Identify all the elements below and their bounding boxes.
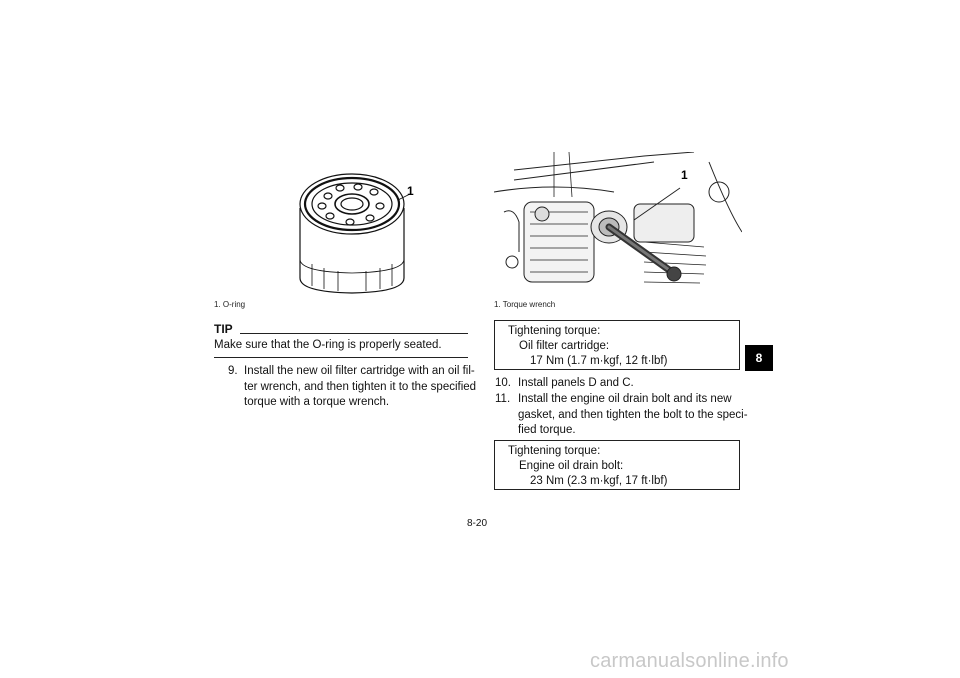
torque-value: 23 Nm (2.3 m·kgf, 17 ft·lbf) bbox=[530, 475, 668, 487]
step-number: 10. bbox=[495, 377, 511, 389]
page-number: 8-20 bbox=[467, 518, 488, 529]
oil-filter-illustration bbox=[282, 160, 422, 300]
step-line: torque with a torque wrench. bbox=[244, 396, 390, 408]
step-item bbox=[228, 364, 477, 412]
step-number: 11. bbox=[495, 393, 511, 405]
step-item bbox=[495, 392, 748, 440]
torque-heading: Tightening torque: bbox=[508, 325, 601, 337]
chapter-tab bbox=[745, 345, 773, 371]
torque-heading: Tightening torque: bbox=[508, 445, 601, 457]
torque-wrench-callout: 1 bbox=[681, 168, 688, 182]
figure-caption-torque-wrench: 1. Torque wrench bbox=[494, 300, 556, 309]
torque-spec-box bbox=[494, 320, 740, 370]
torque-value: 17 Nm (1.7 m·kgf, 12 ft·lbf) bbox=[530, 355, 668, 367]
torque-item: Oil filter cartridge: bbox=[519, 340, 610, 352]
figure-caption-o-ring: 1. O-ring bbox=[214, 300, 246, 309]
o-ring-callout: 1 bbox=[407, 184, 414, 198]
torque-item: Engine oil drain bolt: bbox=[519, 460, 624, 472]
site-watermark: carmanualsonline.info bbox=[590, 650, 789, 672]
tip-top-rule bbox=[240, 333, 468, 334]
step-item bbox=[495, 376, 745, 392]
step-line: Install the new oil filter cartridge with an oil fil- bbox=[244, 365, 475, 377]
torque-wrench-illustration bbox=[494, 152, 742, 297]
step-line: Install the engine oil drain bolt and its new bbox=[518, 393, 732, 405]
step-line: Install panels D and C. bbox=[518, 377, 634, 389]
tip-text: Make sure that the O-ring is properly seated. bbox=[214, 339, 442, 351]
tip-heading: TIP bbox=[214, 322, 233, 336]
step-line: fied torque. bbox=[518, 424, 576, 436]
step-line: gasket, and then tighten the bolt to the speci- bbox=[518, 408, 748, 421]
tip-bottom-rule bbox=[214, 357, 468, 358]
step-line: ter wrench, and then tighten it to the specified bbox=[244, 380, 477, 393]
step-number: 9. bbox=[228, 365, 238, 377]
chapter-tab-label: 8 bbox=[755, 351, 763, 365]
torque-spec-box bbox=[494, 440, 740, 490]
